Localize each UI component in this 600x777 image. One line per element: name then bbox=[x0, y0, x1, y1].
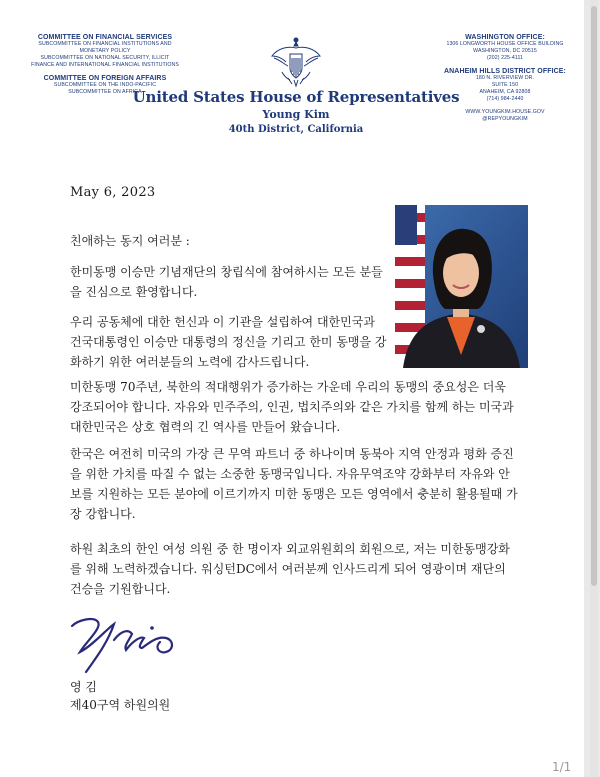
subcommittee-line: SUBCOMMITTEE ON THE INDO-PACIFIC bbox=[53, 82, 157, 88]
office-line: (714) 984-2440 bbox=[486, 96, 524, 102]
office-line: SUITE 150 bbox=[491, 82, 519, 88]
washington-office-title: WASHINGTON OFFICE: bbox=[465, 34, 545, 41]
portrait-photo bbox=[395, 205, 528, 368]
paragraph: 우리 공동체에 대한 헌신과 이 기관을 설립하여 대한민국과 건국대통령인 이승만 대통령의 정신을 기리고 한미 동맹을 강화하기 위한 여러분들의 노력에 감사드립니다. bbox=[70, 315, 387, 369]
office-line: 1306 LONGWORTH HOUSE OFFICE BUILDING bbox=[446, 41, 564, 47]
subcommittee-line: SUBCOMMITTEE ON NATIONAL SECURITY, ILLICIT FINANCE AND INTERNATIONAL FINANCIAL INSTITUTIONS bbox=[31, 55, 179, 68]
committee-block bbox=[30, 34, 180, 96]
page-indicator: 1/1 bbox=[552, 760, 572, 774]
paragraph: 미한동맹 70주년, 북한의 적대행위가 증가하는 가운데 우리의 동맹의 중요성은 더욱 강조되어야 합니다. 자유와 민주주의, 인권, 법치주의와 같은 가치를 함께 하는 미국과 대한민국은 상호 협력의 긴 역사를 만들어 왔습니다. bbox=[70, 380, 514, 434]
salutation: 친애하는 동지 여러분 : bbox=[70, 234, 190, 248]
subcommittee-line: SUBCOMMITTEE ON AFRICA bbox=[68, 89, 142, 95]
office-line: ANAHEIM, CA 92808 bbox=[479, 89, 531, 95]
office-line: (202) 225-4111 bbox=[486, 55, 524, 61]
handwritten-signature bbox=[68, 612, 188, 678]
member-name: Young Kim bbox=[262, 108, 330, 121]
paragraph: 하원 최초의 한인 여성 의원 중 한 명이자 외교위원회의 회원으로, 저는 미한동맹강화를 위해 노력하겠습니다. 워싱턴DC에서 여러분께 인사드리게 되어 영광이며 재단의 건승을 기원합니다. bbox=[70, 542, 510, 596]
subcommittee-line: SUBCOMMITTEE ON FINANCIAL INSTITUTIONS AND MONETARY POLICY bbox=[38, 41, 172, 54]
office-line: WASHINGTON, DC 20515 bbox=[473, 48, 537, 54]
social-handle: @REPYOUNGKIM bbox=[482, 116, 528, 122]
paragraph: 한국은 여전히 미국의 가장 큰 무역 파트너 중 하나이며 동북아 지역 안정과 평화 증진을 위한 가치를 따질 수 없는 소중한 동맹국입니다. 자유무역조약 강화부터 자유와 안보를 지원하는 모든 분야에 이르기까지 미한 동맹은 모든 영역에서 충분히 활용될때 가장 강합니다. bbox=[70, 447, 518, 521]
committee-financial-services: COMMITTEE ON FINANCIAL SERVICES bbox=[37, 34, 173, 41]
paragraph: 한미동맹 이승만 기념재단의 창립식에 참여하시는 모든 분들을 진심으로 환영합니다. bbox=[70, 265, 383, 299]
letter-date: May 6, 2023 bbox=[70, 185, 156, 200]
office-block bbox=[440, 34, 570, 123]
house-title: United States House of Representatives bbox=[132, 88, 460, 106]
website-link: WWW.YOUNGKIM.HOUSE.GOV bbox=[465, 109, 545, 115]
district-name: 40th District, California bbox=[228, 124, 364, 135]
eagle-seal-icon bbox=[268, 34, 324, 90]
scrollbar-thumb[interactable] bbox=[591, 6, 597, 586]
committee-foreign-affairs: COMMITTEE ON FOREIGN AFFAIRS bbox=[43, 75, 167, 82]
signer-name: 영 김 bbox=[70, 680, 97, 694]
signer-title: 제40구역 하원의원 bbox=[70, 698, 171, 712]
district-office-title: ANAHEIM HILLS DISTRICT OFFICE: bbox=[444, 68, 566, 75]
office-line: 180 N. RIVERVIEW DR. bbox=[475, 75, 535, 81]
